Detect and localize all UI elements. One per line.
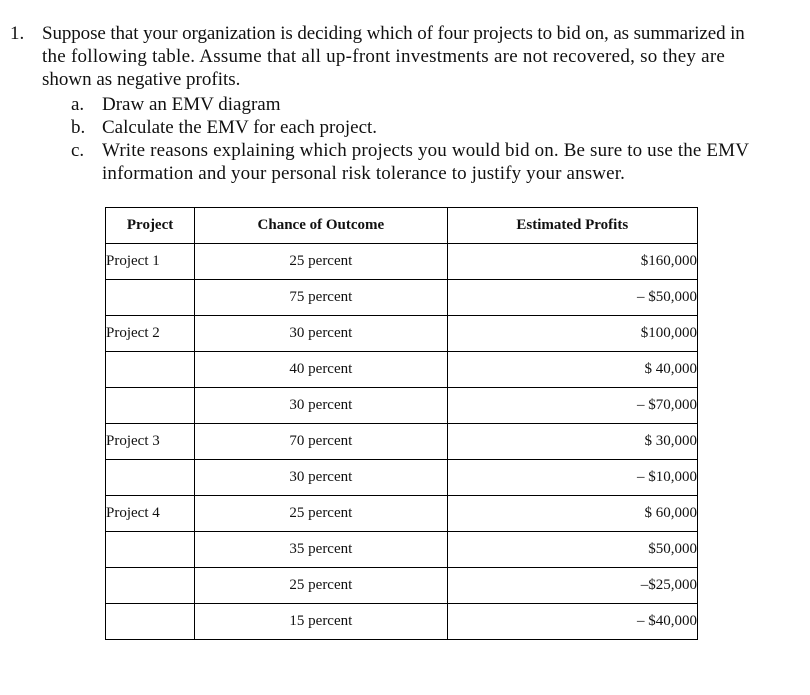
chance-cell: 30 percent: [195, 460, 447, 496]
table-row: [106, 280, 698, 316]
project-cell: Project 3: [106, 424, 195, 460]
subitem-letter: c.: [71, 140, 85, 161]
header-profit: Estimated Profits: [447, 208, 697, 244]
subitem-text: Draw an EMV diagram: [102, 94, 281, 115]
profit-cell: $ 60,000: [447, 496, 697, 532]
chance-cell: 25 percent: [195, 568, 447, 604]
table-row: [106, 316, 698, 352]
profit-cell: – $40,000: [447, 604, 697, 640]
header-chance: Chance of Outcome: [195, 208, 447, 244]
project-cell: Project 1: [106, 244, 195, 280]
project-cell: [106, 532, 195, 568]
table-row: [106, 424, 698, 460]
question-text: [42, 22, 802, 91]
profit-cell: – $10,000: [447, 460, 697, 496]
profit-cell: $100,000: [447, 316, 697, 352]
profit-cell: – $70,000: [447, 388, 697, 424]
table-row: [106, 352, 698, 388]
header-project: Project: [106, 208, 195, 244]
project-cell: [106, 280, 195, 316]
project-table: [105, 207, 698, 640]
table-row: [106, 568, 698, 604]
subitem-letter: a.: [71, 94, 85, 115]
profit-cell: –$25,000: [447, 568, 697, 604]
profit-cell: $50,000: [447, 532, 697, 568]
chance-cell: 30 percent: [195, 388, 447, 424]
chance-cell: 75 percent: [195, 280, 447, 316]
project-cell: [106, 388, 195, 424]
chance-cell: 70 percent: [195, 424, 447, 460]
project-cell: [106, 352, 195, 388]
chance-cell: 25 percent: [195, 244, 447, 280]
profit-cell: – $50,000: [447, 280, 697, 316]
project-cell: [106, 568, 195, 604]
subitem-text: Calculate the EMV for each project.: [102, 117, 378, 138]
table-row: [106, 388, 698, 424]
project-cell: [106, 604, 195, 640]
table-row: [106, 532, 698, 568]
table-row: [106, 460, 698, 496]
chance-cell: 15 percent: [195, 604, 447, 640]
project-cell: Project 2: [106, 316, 195, 352]
table-header-row: [106, 208, 698, 244]
profit-cell: $ 30,000: [447, 424, 697, 460]
project-cell: Project 4: [106, 496, 195, 532]
subitem-text: Write reasons explaining which projects you would bid on. Be sure to use the EMV information and your personal risk tolerance to justify your answer.: [102, 140, 749, 184]
subitem-letter: b.: [71, 117, 86, 138]
table-row: [106, 244, 698, 280]
chance-cell: 35 percent: [195, 532, 447, 568]
project-cell: [106, 460, 195, 496]
question-line-3: shown as negative profits.: [42, 69, 241, 90]
question-line-2: the following table. Assume that all up-front investments are not recovered, so they are: [42, 46, 726, 67]
table-row: [106, 496, 698, 532]
chance-cell: 25 percent: [195, 496, 447, 532]
question-number: 1.: [10, 23, 25, 44]
question-line-1: Suppose that your organization is deciding which of four projects to bid on, as summarized in: [42, 23, 745, 44]
chance-cell: 40 percent: [195, 352, 447, 388]
chance-cell: 30 percent: [195, 316, 447, 352]
table-row: [106, 604, 698, 640]
profit-cell: $ 40,000: [447, 352, 697, 388]
profit-cell: $160,000: [447, 244, 697, 280]
